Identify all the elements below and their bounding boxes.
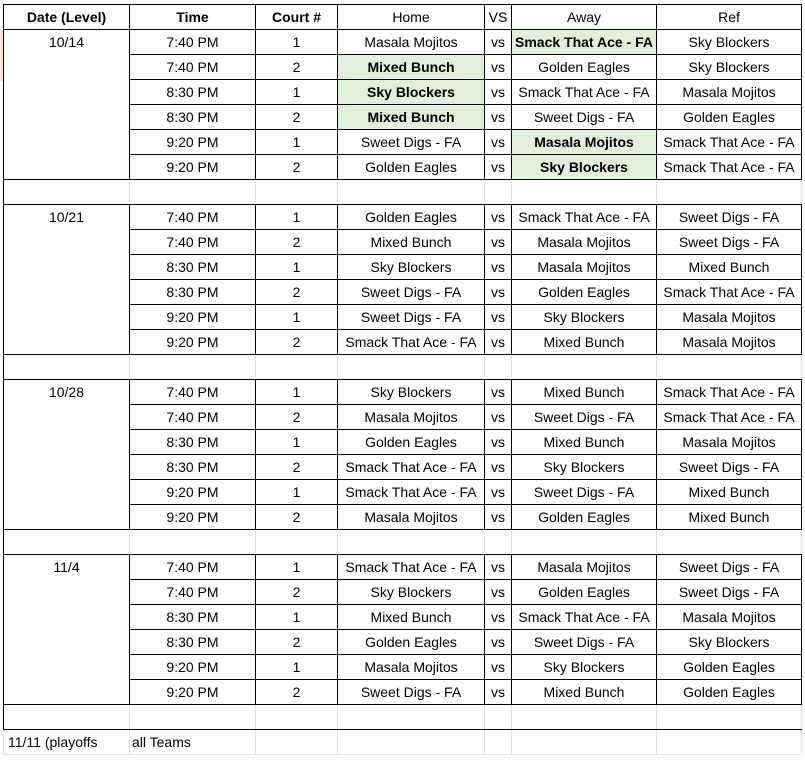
empty-cell[interactable]: [657, 180, 802, 205]
time-cell[interactable]: 8:30 PM: [130, 280, 256, 305]
away-team-cell[interactable]: Masala Mojitos: [512, 230, 657, 255]
empty-cell[interactable]: [485, 730, 512, 755]
game-row: [4, 630, 802, 655]
court-cell[interactable]: 1: [256, 80, 338, 105]
empty-cell[interactable]: [338, 530, 485, 555]
court-cell[interactable]: 1: [256, 305, 338, 330]
ref-cell[interactable]: Smack That Ace - FA: [657, 130, 802, 155]
time-cell[interactable]: 8:30 PM: [130, 430, 256, 455]
game-row: [4, 680, 802, 705]
time-cell[interactable]: 9:20 PM: [130, 680, 256, 705]
game-row: [4, 330, 802, 355]
home-team-cell[interactable]: Mixed Bunch: [338, 605, 485, 630]
date-cell[interactable]: 10/28: [4, 380, 130, 405]
game-row: [4, 555, 802, 580]
game-row: [4, 580, 802, 605]
playoffs-row: [4, 730, 802, 755]
away-team-cell[interactable]: Sweet Digs - FA: [512, 105, 657, 130]
game-row: [4, 80, 802, 105]
away-team-cell[interactable]: Smack That Ace - FA: [512, 30, 657, 55]
ref-cell[interactable]: Masala Mojitos: [657, 605, 802, 630]
time-cell[interactable]: 8:30 PM: [130, 105, 256, 130]
game-row: [4, 130, 802, 155]
home-team-cell[interactable]: Smack That Ace - FA: [338, 455, 485, 480]
date-cell[interactable]: 10/14: [4, 30, 130, 55]
vs-cell[interactable]: vs: [485, 330, 512, 355]
game-row: [4, 305, 802, 330]
court-cell[interactable]: 1: [256, 30, 338, 55]
ref-cell[interactable]: Golden Eagles: [657, 680, 802, 705]
home-team-cell[interactable]: Golden Eagles: [338, 430, 485, 455]
header-vs[interactable]: VS: [485, 5, 512, 30]
date-cell[interactable]: [4, 605, 130, 630]
ref-cell[interactable]: Sky Blockers: [657, 30, 802, 55]
away-team-cell[interactable]: Sky Blockers: [512, 305, 657, 330]
away-team-cell[interactable]: Mixed Bunch: [512, 680, 657, 705]
home-team-cell[interactable]: Masala Mojitos: [338, 505, 485, 530]
date-cell[interactable]: 10/21: [4, 205, 130, 230]
date-cell[interactable]: [4, 280, 130, 305]
home-team-cell[interactable]: Golden Eagles: [338, 155, 485, 180]
ref-cell[interactable]: Sweet Digs - FA: [657, 205, 802, 230]
empty-cell[interactable]: [512, 730, 657, 755]
date-cell[interactable]: [4, 580, 130, 605]
empty-cell[interactable]: [512, 530, 657, 555]
home-team-cell[interactable]: Sky Blockers: [338, 580, 485, 605]
vs-cell[interactable]: vs: [485, 105, 512, 130]
ref-cell[interactable]: Mixed Bunch: [657, 505, 802, 530]
date-cell[interactable]: [4, 230, 130, 255]
time-cell[interactable]: 8:30 PM: [130, 455, 256, 480]
vs-cell[interactable]: vs: [485, 505, 512, 530]
home-team-cell[interactable]: Sky Blockers: [338, 255, 485, 280]
playoffs-note-cell[interactable]: all Teams: [130, 730, 256, 755]
vs-cell[interactable]: vs: [485, 305, 512, 330]
home-team-cell[interactable]: Mixed Bunch: [338, 55, 485, 80]
ref-cell[interactable]: Masala Mojitos: [657, 330, 802, 355]
court-cell[interactable]: 1: [256, 605, 338, 630]
home-team-cell[interactable]: Sky Blockers: [338, 380, 485, 405]
court-cell[interactable]: 2: [256, 455, 338, 480]
game-row: [4, 655, 802, 680]
home-team-cell[interactable]: Masala Mojitos: [338, 405, 485, 430]
home-team-cell[interactable]: Golden Eagles: [338, 630, 485, 655]
vs-cell[interactable]: vs: [485, 430, 512, 455]
away-team-cell[interactable]: Golden Eagles: [512, 505, 657, 530]
time-cell[interactable]: 8:30 PM: [130, 255, 256, 280]
away-team-cell[interactable]: Sweet Digs - FA: [512, 630, 657, 655]
court-cell[interactable]: 1: [256, 655, 338, 680]
time-cell[interactable]: 7:40 PM: [130, 30, 256, 55]
ref-cell[interactable]: Mixed Bunch: [657, 480, 802, 505]
away-team-cell[interactable]: Smack That Ace - FA: [512, 80, 657, 105]
game-row: [4, 505, 802, 530]
time-cell[interactable]: 7:40 PM: [130, 55, 256, 80]
vs-cell[interactable]: vs: [485, 205, 512, 230]
court-cell[interactable]: 2: [256, 155, 338, 180]
home-team-cell[interactable]: Smack That Ace - FA: [338, 480, 485, 505]
vs-cell[interactable]: vs: [485, 80, 512, 105]
time-cell[interactable]: 8:30 PM: [130, 80, 256, 105]
game-row: [4, 230, 802, 255]
time-cell[interactable]: 7:40 PM: [130, 405, 256, 430]
game-row: [4, 105, 802, 130]
court-cell[interactable]: 1: [256, 555, 338, 580]
header-court[interactable]: Court #: [256, 5, 338, 30]
ref-cell[interactable]: Masala Mojitos: [657, 430, 802, 455]
home-team-cell[interactable]: Mixed Bunch: [338, 105, 485, 130]
header-home[interactable]: Home: [338, 5, 485, 30]
date-cell[interactable]: [4, 80, 130, 105]
vs-cell[interactable]: vs: [485, 155, 512, 180]
time-cell[interactable]: 9:20 PM: [130, 130, 256, 155]
spacer-row: [4, 705, 802, 730]
home-team-cell[interactable]: Sweet Digs - FA: [338, 280, 485, 305]
court-cell[interactable]: 1: [256, 430, 338, 455]
court-cell[interactable]: 1: [256, 130, 338, 155]
header-away[interactable]: Away: [512, 5, 657, 30]
away-team-cell[interactable]: Mixed Bunch: [512, 330, 657, 355]
vs-cell[interactable]: vs: [485, 30, 512, 55]
empty-cell[interactable]: [485, 355, 512, 380]
home-team-cell[interactable]: Smack That Ace - FA: [338, 555, 485, 580]
ref-cell[interactable]: Golden Eagles: [657, 105, 802, 130]
ref-cell[interactable]: Smack That Ace - FA: [657, 380, 802, 405]
time-cell[interactable]: 9:20 PM: [130, 155, 256, 180]
vs-cell[interactable]: vs: [485, 555, 512, 580]
time-cell[interactable]: 8:30 PM: [130, 605, 256, 630]
empty-cell[interactable]: [657, 730, 802, 755]
ref-cell[interactable]: Sky Blockers: [657, 55, 802, 80]
date-cell[interactable]: [4, 55, 130, 80]
game-row: [4, 380, 802, 405]
empty-cell[interactable]: [130, 355, 256, 380]
empty-cell[interactable]: [4, 705, 130, 730]
court-cell[interactable]: 1: [256, 205, 338, 230]
vs-cell[interactable]: vs: [485, 480, 512, 505]
time-cell[interactable]: 9:20 PM: [130, 655, 256, 680]
game-row: [4, 455, 802, 480]
date-cell[interactable]: [4, 630, 130, 655]
court-cell[interactable]: 2: [256, 280, 338, 305]
game-row: [4, 480, 802, 505]
vs-cell[interactable]: vs: [485, 55, 512, 80]
ref-cell[interactable]: Mixed Bunch: [657, 255, 802, 280]
empty-cell[interactable]: [130, 180, 256, 205]
court-cell[interactable]: 1: [256, 255, 338, 280]
game-row: [4, 30, 802, 55]
court-cell[interactable]: 2: [256, 680, 338, 705]
date-cell[interactable]: [4, 105, 130, 130]
away-team-cell[interactable]: Golden Eagles: [512, 55, 657, 80]
header-time[interactable]: Time: [130, 5, 256, 30]
court-cell[interactable]: 2: [256, 105, 338, 130]
game-row: [4, 405, 802, 430]
vs-cell[interactable]: vs: [485, 455, 512, 480]
empty-cell[interactable]: [657, 355, 802, 380]
time-cell[interactable]: 7:40 PM: [130, 230, 256, 255]
date-cell[interactable]: [4, 330, 130, 355]
vs-cell[interactable]: vs: [485, 605, 512, 630]
empty-cell[interactable]: [338, 180, 485, 205]
empty-cell[interactable]: [485, 180, 512, 205]
time-cell[interactable]: 9:20 PM: [130, 305, 256, 330]
ref-cell[interactable]: Sweet Digs - FA: [657, 455, 802, 480]
vs-cell[interactable]: vs: [485, 655, 512, 680]
court-cell[interactable]: 2: [256, 230, 338, 255]
away-team-cell[interactable]: Masala Mojitos: [512, 130, 657, 155]
spacer-row: [4, 180, 802, 205]
empty-cell[interactable]: [657, 530, 802, 555]
playoffs-date-cell[interactable]: 11/11 (playoffs: [4, 730, 130, 755]
court-cell[interactable]: 2: [256, 405, 338, 430]
empty-cell[interactable]: [338, 355, 485, 380]
home-team-cell[interactable]: Sweet Digs - FA: [338, 130, 485, 155]
date-cell[interactable]: [4, 505, 130, 530]
vs-cell[interactable]: vs: [485, 130, 512, 155]
empty-cell[interactable]: [512, 705, 657, 730]
home-team-cell[interactable]: Golden Eagles: [338, 205, 485, 230]
empty-cell[interactable]: [256, 530, 338, 555]
empty-cell[interactable]: [338, 705, 485, 730]
date-cell[interactable]: 11/4: [4, 555, 130, 580]
away-team-cell[interactable]: Smack That Ace - FA: [512, 205, 657, 230]
court-cell[interactable]: 1: [256, 480, 338, 505]
away-team-cell[interactable]: Golden Eagles: [512, 580, 657, 605]
ref-cell[interactable]: Smack That Ace - FA: [657, 155, 802, 180]
empty-cell[interactable]: [4, 180, 130, 205]
time-cell[interactable]: 8:30 PM: [130, 630, 256, 655]
ref-cell[interactable]: Golden Eagles: [657, 655, 802, 680]
date-cell[interactable]: [4, 655, 130, 680]
ref-cell[interactable]: Sky Blockers: [657, 630, 802, 655]
away-team-cell[interactable]: Sky Blockers: [512, 155, 657, 180]
ref-cell[interactable]: Masala Mojitos: [657, 305, 802, 330]
spacer-row: [4, 355, 802, 380]
empty-cell[interactable]: [4, 355, 130, 380]
empty-cell[interactable]: [4, 530, 130, 555]
vs-cell[interactable]: vs: [485, 580, 512, 605]
empty-cell[interactable]: [485, 705, 512, 730]
away-team-cell[interactable]: Sweet Digs - FA: [512, 405, 657, 430]
date-cell[interactable]: [4, 255, 130, 280]
header-date[interactable]: Date (Level): [4, 5, 130, 30]
game-row: [4, 605, 802, 630]
home-team-cell[interactable]: Masala Mojitos: [338, 655, 485, 680]
date-cell[interactable]: [4, 405, 130, 430]
home-team-cell[interactable]: Masala Mojitos: [338, 30, 485, 55]
empty-cell[interactable]: [512, 180, 657, 205]
time-cell[interactable]: 7:40 PM: [130, 580, 256, 605]
time-cell[interactable]: 7:40 PM: [130, 205, 256, 230]
empty-cell[interactable]: [657, 705, 802, 730]
date-cell[interactable]: [4, 155, 130, 180]
away-team-cell[interactable]: Sky Blockers: [512, 655, 657, 680]
court-cell[interactable]: 2: [256, 330, 338, 355]
vs-cell[interactable]: vs: [485, 630, 512, 655]
vs-cell[interactable]: vs: [485, 380, 512, 405]
empty-cell[interactable]: [256, 730, 338, 755]
away-team-cell[interactable]: Sky Blockers: [512, 455, 657, 480]
vs-cell[interactable]: vs: [485, 230, 512, 255]
away-team-cell[interactable]: Mixed Bunch: [512, 430, 657, 455]
court-cell[interactable]: 2: [256, 630, 338, 655]
time-cell[interactable]: 7:40 PM: [130, 555, 256, 580]
ref-cell[interactable]: Sweet Digs - FA: [657, 580, 802, 605]
time-cell[interactable]: 9:20 PM: [130, 480, 256, 505]
date-cell[interactable]: [4, 430, 130, 455]
empty-cell[interactable]: [512, 355, 657, 380]
ref-cell[interactable]: Smack That Ace - FA: [657, 405, 802, 430]
home-team-cell[interactable]: Smack That Ace - FA: [338, 330, 485, 355]
court-cell[interactable]: 2: [256, 580, 338, 605]
ref-cell[interactable]: Smack That Ace - FA: [657, 280, 802, 305]
schedule-spreadsheet: [3, 4, 802, 755]
away-team-cell[interactable]: Mixed Bunch: [512, 380, 657, 405]
away-team-cell[interactable]: Golden Eagles: [512, 280, 657, 305]
date-cell[interactable]: [4, 130, 130, 155]
game-row: [4, 280, 802, 305]
ref-cell[interactable]: Sweet Digs - FA: [657, 555, 802, 580]
home-team-cell[interactable]: Sky Blockers: [338, 80, 485, 105]
court-cell[interactable]: 2: [256, 505, 338, 530]
time-cell[interactable]: 7:40 PM: [130, 380, 256, 405]
empty-cell[interactable]: [485, 530, 512, 555]
date-cell[interactable]: [4, 455, 130, 480]
spacer-row: [4, 530, 802, 555]
empty-cell[interactable]: [130, 705, 256, 730]
away-team-cell[interactable]: Sweet Digs - FA: [512, 480, 657, 505]
court-cell[interactable]: 1: [256, 380, 338, 405]
time-cell[interactable]: 9:20 PM: [130, 505, 256, 530]
home-team-cell[interactable]: Mixed Bunch: [338, 230, 485, 255]
game-row: [4, 430, 802, 455]
empty-cell[interactable]: [256, 180, 338, 205]
header-row: [4, 5, 802, 30]
vs-cell[interactable]: vs: [485, 680, 512, 705]
empty-cell[interactable]: [256, 355, 338, 380]
date-cell[interactable]: [4, 305, 130, 330]
court-cell[interactable]: 2: [256, 55, 338, 80]
game-row: [4, 55, 802, 80]
time-cell[interactable]: 9:20 PM: [130, 330, 256, 355]
game-row: [4, 255, 802, 280]
ref-cell[interactable]: Sweet Digs - FA: [657, 230, 802, 255]
empty-cell[interactable]: [338, 730, 485, 755]
away-team-cell[interactable]: Smack That Ace - FA: [512, 605, 657, 630]
vs-cell[interactable]: vs: [485, 280, 512, 305]
away-team-cell[interactable]: Masala Mojitos: [512, 555, 657, 580]
empty-cell[interactable]: [130, 530, 256, 555]
away-team-cell[interactable]: Masala Mojitos: [512, 255, 657, 280]
game-row: [4, 155, 802, 180]
date-cell[interactable]: [4, 480, 130, 505]
empty-cell[interactable]: [256, 705, 338, 730]
vs-cell[interactable]: vs: [485, 255, 512, 280]
header-ref[interactable]: Ref: [657, 5, 802, 30]
home-team-cell[interactable]: Sweet Digs - FA: [338, 680, 485, 705]
game-row: [4, 205, 802, 230]
date-cell[interactable]: [4, 680, 130, 705]
vs-cell[interactable]: vs: [485, 405, 512, 430]
home-team-cell[interactable]: Sweet Digs - FA: [338, 305, 485, 330]
ref-cell[interactable]: Masala Mojitos: [657, 80, 802, 105]
